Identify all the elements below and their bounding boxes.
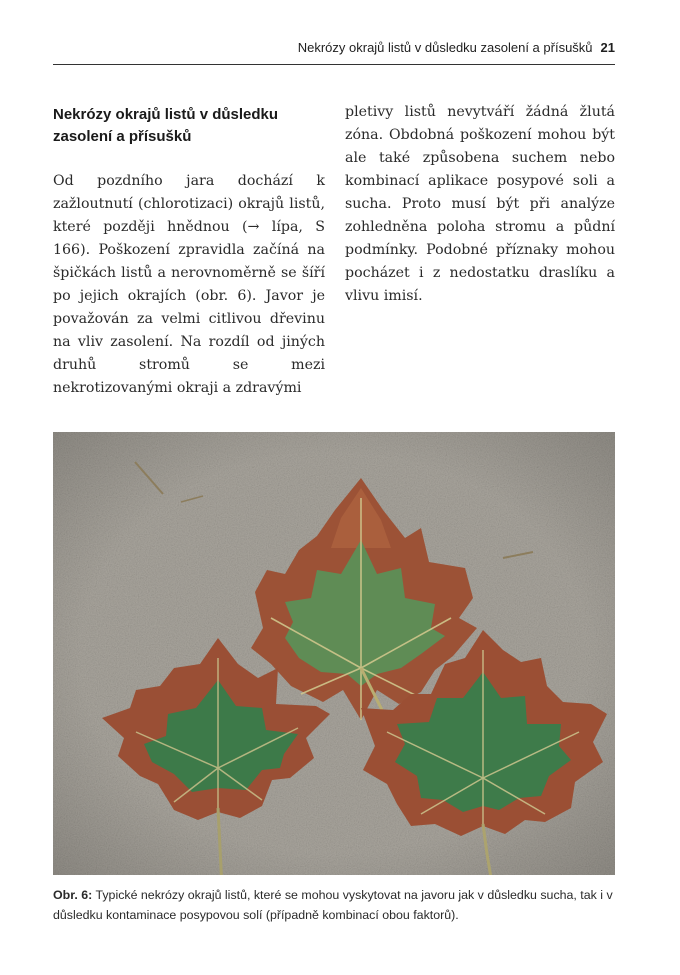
figure-caption [53, 885, 618, 925]
leaf-necrosis-photo [53, 432, 615, 875]
body-text-left-column: Od pozdního jara dochází k zažloutnutí (chlorotizaci) okrajů listů, které později hnědnou (→ lípa, S 166). Poškození zpravidla začíná na špičkách listů a nerovnoměrně se šíří po jejich okrajích (obr. 6). Javor je považován za velmi citlivou dřevinu na vliv zasolení. Na rozdíl od jiných druhů stromů se mezi nekrotizovanými okraji a zdravými [53, 173, 325, 396]
running-head [53, 40, 615, 65]
body-text-right-column: pletivy listů nevytváří žádná žlutá zóna. Obdobná poškození mohou být ale také způsobena suchem nebo kombinací aplikace posypové soli a sucha. Proto musí být při analýze zohledněna poloha stromu a půdní podmínky. Podobné příznaky mohou pocházet i z nedostatku draslíku a vlivu imisí. [345, 104, 615, 304]
section-heading: Nekrózy okrajů listů v důsledku zasolení a přísušků [53, 106, 279, 145]
figure-caption-label: Obr. 6: [53, 888, 93, 902]
running-head-title: Nekrózy okrajů listů v důsledku zasolení a přísušků [297, 40, 593, 55]
page-number: 21 [600, 40, 615, 55]
figure-caption-text: Typické nekrózy okrajů listů, které se mohou vyskytovat na javoru jak v důsledku sucha, tak i v důsledku kontaminace posypovou solí (případně kombinací obou faktorů). [53, 888, 613, 922]
